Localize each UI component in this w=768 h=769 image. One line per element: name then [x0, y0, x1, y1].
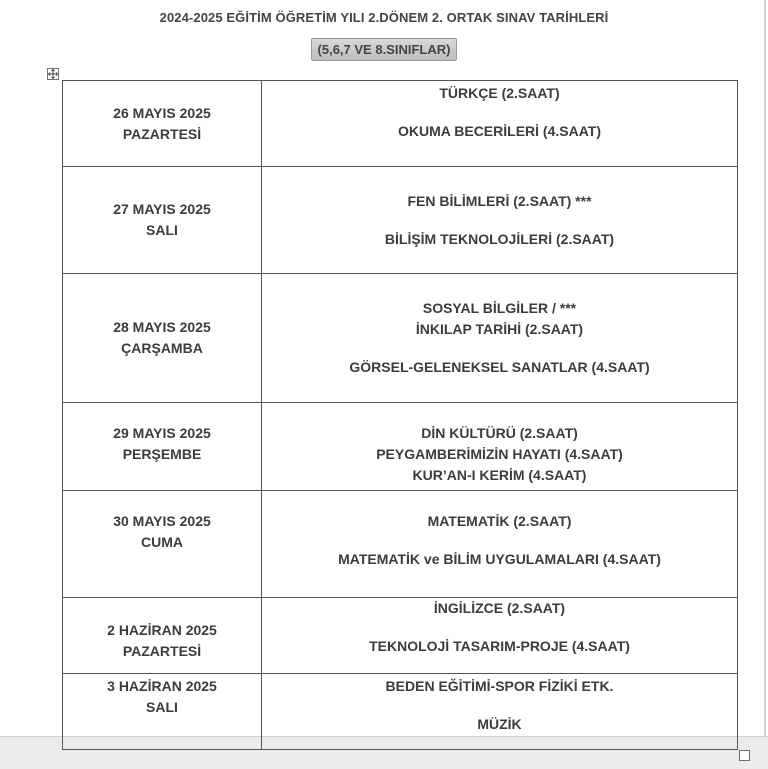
subject-text: İNGİLİZCE (2.SAAT) [433, 600, 566, 616]
table-resize-handle[interactable] [739, 750, 750, 761]
date-cell[interactable] [63, 403, 262, 491]
subjects-cell[interactable] [262, 674, 738, 750]
table-row [63, 491, 738, 598]
subject-text: İNKILAP TARİHİ (2.SAAT) [415, 321, 584, 337]
day-text: CUMA [141, 534, 183, 550]
date-text: 3 HAZİRAN 2025 [107, 678, 217, 694]
table-row [63, 81, 738, 167]
date-text: 27 MAYIS 2025 [113, 201, 211, 217]
day-text: ÇARŞAMBA [121, 340, 203, 356]
subject-text: GÖRSEL-GELENEKSEL SANATLAR (4.SAAT) [349, 359, 650, 375]
table-row [63, 167, 738, 274]
subject-text: SOSYAL BİLGİLER / *** [422, 300, 577, 316]
day-text: SALI [146, 222, 178, 238]
table-row [63, 403, 738, 491]
date-cell[interactable] [63, 167, 262, 274]
date-text: 28 MAYIS 2025 [113, 319, 211, 335]
day-text: PAZARTESİ [122, 643, 202, 659]
date-cell[interactable] [63, 598, 262, 674]
date-text: 30 MAYIS 2025 [113, 513, 211, 529]
date-cell[interactable] [63, 491, 262, 598]
subjects-cell[interactable] [262, 274, 738, 403]
subject-text: KUR’AN-I KERİM (4.SAAT) [412, 467, 587, 483]
exam-schedule-table [62, 80, 738, 750]
date-text: 2 HAZİRAN 2025 [107, 622, 217, 638]
subject-text: PEYGAMBERİMİZİN HAYATI (4.SAAT) [376, 446, 623, 462]
subjects-cell[interactable] [262, 403, 738, 491]
subject-text: MÜZİK [477, 716, 522, 732]
document-title: 2024-2025 EĞİTİM ÖĞRETİM YILI 2.DÖNEM 2. ORTAK SINAV TARİHLERİ [159, 10, 609, 25]
date-text: 29 MAYIS 2025 [113, 425, 211, 441]
subtitle-container [0, 38, 768, 61]
table-row [63, 674, 738, 750]
subjects-cell[interactable] [262, 167, 738, 274]
subjects-cell[interactable] [262, 81, 738, 167]
date-cell[interactable] [63, 81, 262, 167]
day-text: SALI [146, 699, 178, 715]
date-text: 26 MAYIS 2025 [113, 104, 211, 121]
table-row [63, 598, 738, 674]
table-row [63, 274, 738, 403]
table-move-handle-icon[interactable] [47, 68, 59, 80]
day-text: PAZARTESİ [122, 125, 202, 142]
subject-text: MATEMATİK (2.SAAT) [427, 513, 572, 529]
subject-text: BİLİŞİM TEKNOLOJİLERİ (2.SAAT) [384, 230, 615, 247]
subjects-cell[interactable] [262, 598, 738, 674]
date-cell[interactable] [63, 274, 262, 403]
document-subtitle[interactable]: (5,6,7 VE 8.SINIFLAR) [311, 38, 458, 61]
date-cell[interactable] [63, 674, 262, 750]
subject-text: BEDEN EĞİTİMİ-SPOR FİZİKİ ETK. [385, 678, 614, 694]
subject-text: TÜRKÇE (2.SAAT) [439, 85, 560, 101]
subject-text: DİN KÜLTÜRÜ (2.SAAT) [421, 425, 578, 441]
subject-text: TEKNOLOJİ TASARIM-PROJE (4.SAAT) [369, 638, 630, 654]
subject-text: OKUMA BECERİLERİ (4.SAAT) [398, 123, 601, 139]
subject-text: MATEMATİK ve BİLİM UYGULAMALARI (4.SAAT) [338, 551, 661, 567]
subject-text: FEN BİLİMLERİ (2.SAAT) *** [407, 192, 592, 209]
subjects-cell[interactable] [262, 491, 738, 598]
day-text: PERŞEMBE [122, 446, 202, 462]
